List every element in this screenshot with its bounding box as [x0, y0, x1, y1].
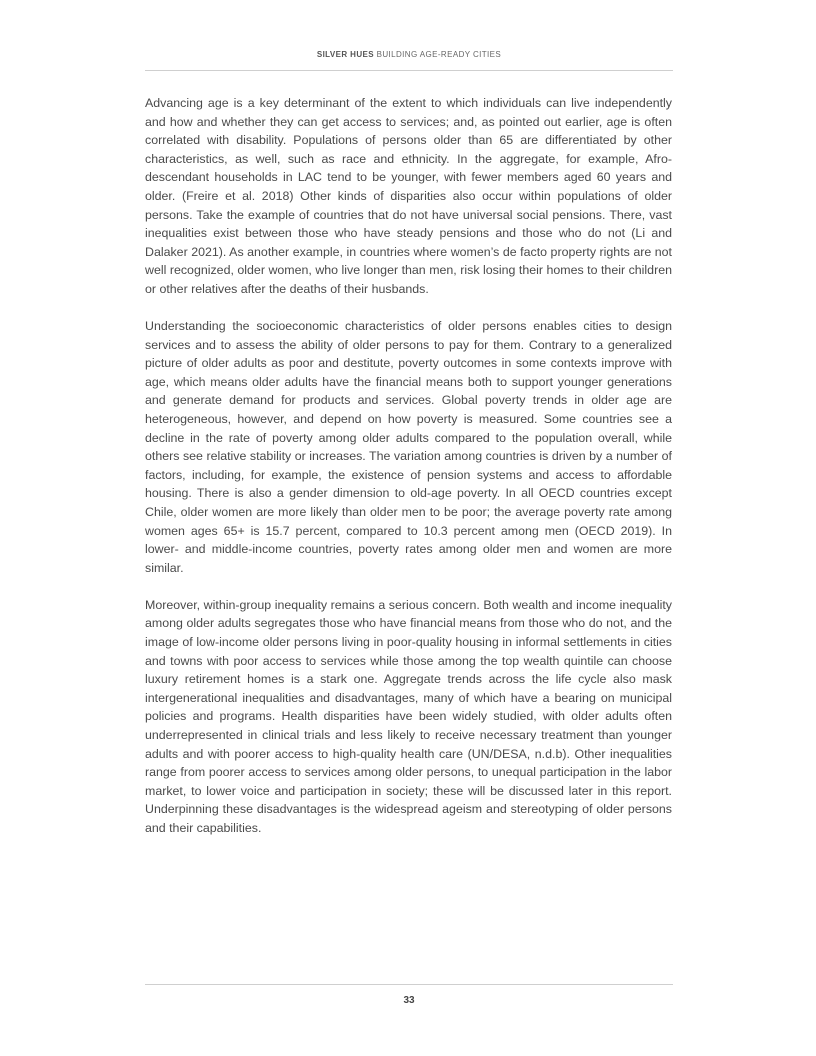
- body-text: [145, 94, 672, 856]
- footer-divider: [145, 984, 673, 985]
- paragraph-socioeconomic: Understanding the socioeconomic characteristics of older persons enables cities to design services and to assess the ability of older persons to pay for them. Contrary to a generalized picture of older adults as poor and destitute, poverty outcomes in some contexts improve with age, which means older adults have the financial means both to support younger generations and generate demand for products and services. Global poverty trends in older age are heterogeneous, however, and depend on how poverty is measured. Some countries see a decline in the rate of poverty among older adults compared to the population overall, while others see relative stability or increases. The variation among countries is driven by a number of factors, including, for example, the existence of pension systems and access to affordable housing. There is also a gender dimension to old-age poverty. In all OECD countries except Chile, older women are more likely than older men to be poor; the average poverty rate among women ages 65+ is 15.7 percent, compared to 10.3 percent among men (OECD 2019). In lower- and middle-income countries, poverty rates among older men and women are more similar.: [145, 319, 672, 575]
- paragraph-inequality: Moreover, within-group inequality remains a serious concern. Both wealth and income inequality among older adults segregates those who have financial means from those who do not, and the image of low-income older persons living in poor-quality housing in informal settlements in cities and towns with poor access to services while those among the top wealth quintile can choose luxury retirement homes is a stark one. Aggregate trends across the life cycle also mask intergenerational inequalities and disadvantages, many of which have a bearing on municipal policies and programs. Health disparities have been widely studied, with older adults often underrepresented in clinical trials and less likely to receive necessary treatment than younger adults and with poorer access to high-quality health care (UN/DESA, n.d.b). Other inequalities range from poorer access to services among older persons, to unequal participation in the labor market, to lower voice and participation in society; these will be discussed later in this report. Underpinning these disadvantages is the widespread ageism and stereotyping of older persons and their capabilities.: [145, 597, 672, 835]
- header-divider: [145, 70, 673, 71]
- paragraph-age-determinant: Advancing age is a key determinant of the extent to which individuals can live independently and how and whether they can get access to services; and, as pointed out earlier, age is often correlated with disability. Populations of persons older than 65 are differentiated by other characteristics, as well, such as race and ethnicity. In the aggregate, for example, Afro-descendant households in LAC tend to be younger, with fewer members aged 60 years and older. (Freire et al. 2018) Other kinds of disparities also occur within populations of older persons. Take the example of countries that do not have universal social pensions. There, vast inequalities exist between those who have steady pensions and those who do not (Li and Dalaker 2021). As another example, in countries where women’s de facto property rights are not well recognized, older women, who live longer than men, risk losing their homes to their children or other relatives after the deaths of their husbands.: [145, 96, 672, 296]
- header-series-name: SILVER HUES: [316, 50, 374, 59]
- page-number: 33: [403, 995, 415, 1006]
- header-title: BUILDING AGE-READY CITIES: [376, 50, 502, 59]
- running-header: [145, 50, 673, 59]
